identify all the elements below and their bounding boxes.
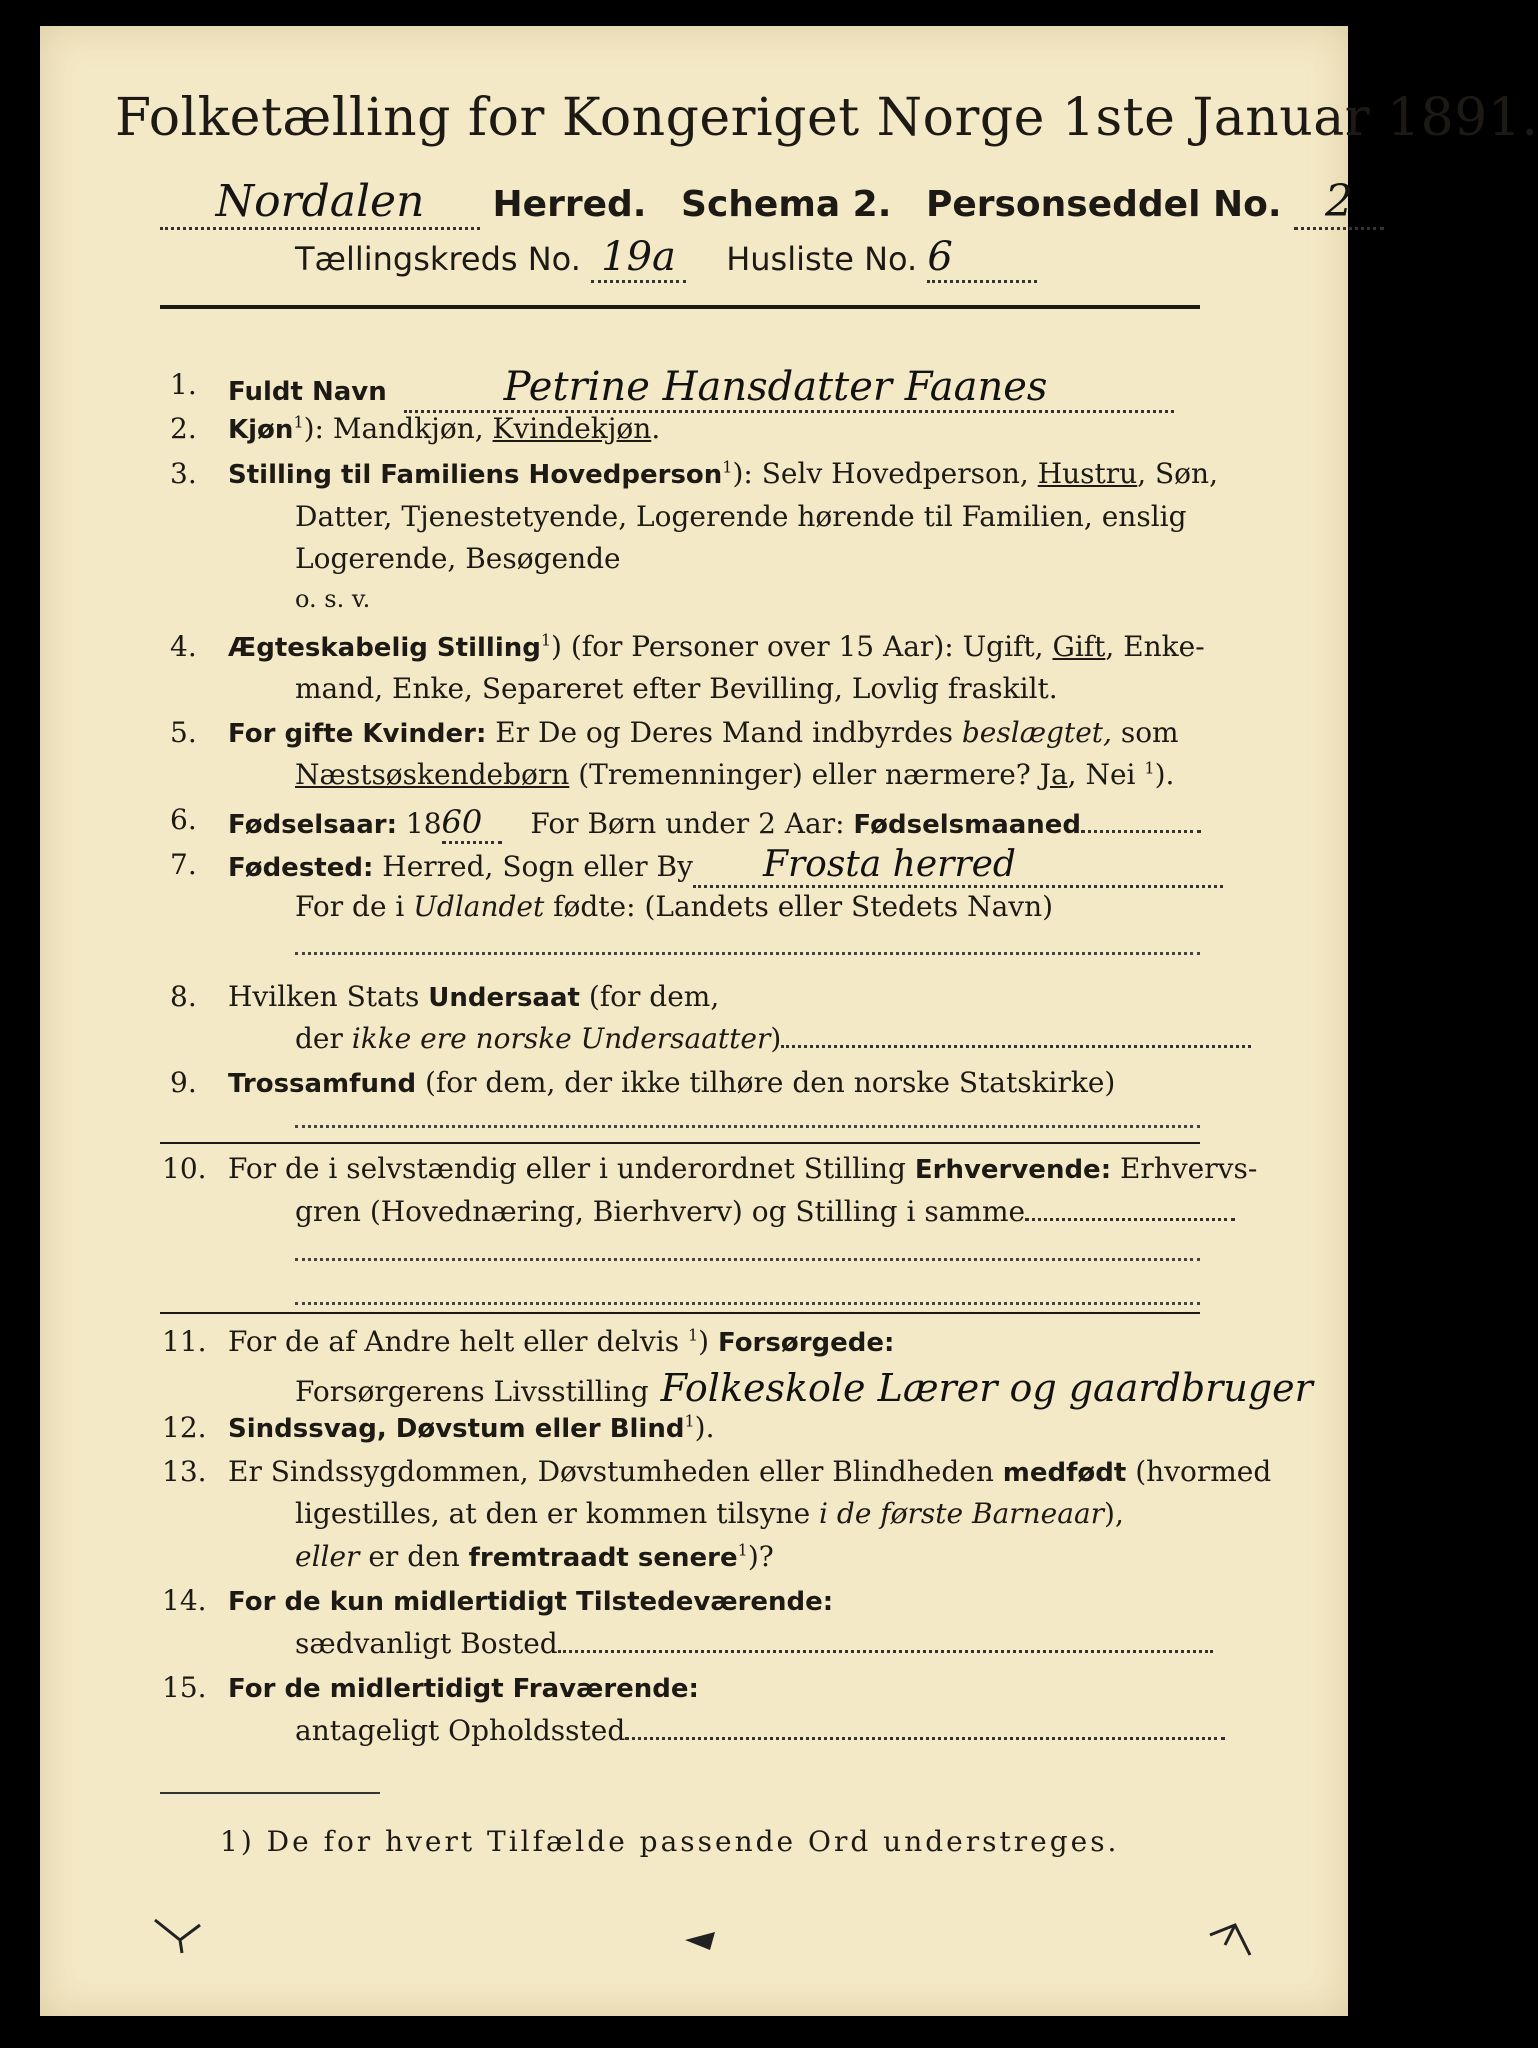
q11-number: 11. <box>162 1325 207 1358</box>
q4-label: Ægteskabelig Stilling <box>228 633 541 663</box>
q8-label: Undersaat <box>428 983 580 1013</box>
q15-label: For de midlertidigt Fraværende: <box>228 1674 699 1704</box>
herred-value: Nordalen <box>215 176 425 227</box>
q9-number: 9. <box>170 1066 197 1099</box>
q9-label: Trossamfund <box>228 1069 417 1099</box>
q11-row: For de af Andre helt eller delvis $^1$) Forsørgede: <box>228 1325 895 1358</box>
q6-year-value: 60 <box>441 803 483 841</box>
footnote <box>220 1825 1119 1858</box>
q14-label: For de kun midlertidigt Tilstedeværende: <box>228 1587 834 1617</box>
q10-line2-text: gren (Hovednæring, Bierhverv) og Stilling i samme <box>295 1195 1026 1228</box>
q13-line3-b: er den <box>359 1540 469 1573</box>
q3-row: Stilling til Familiens Hovedperson$^1$): Selv Hovedperson, Hustru, Søn, <box>228 457 1218 490</box>
q8-line2 <box>295 1022 1251 1055</box>
taellingskreds-label: Tællingskreds No. <box>295 240 581 278</box>
section-rule <box>160 1142 1200 1144</box>
footnote-rule <box>160 1792 380 1794</box>
q8-row <box>228 980 719 1013</box>
q7-label: Fødested: <box>228 853 374 883</box>
q1-label: Fuldt Navn <box>228 377 387 407</box>
q5-text-a: Er De og Deres Mand indbyrdes <box>486 716 962 749</box>
q3-text-a: ): Selv Hovedperson, <box>732 457 1038 490</box>
q14-number: 14. <box>162 1584 207 1617</box>
corner-mark-center-icon <box>680 1920 730 1960</box>
q5-line2-b: (Tremenninger) eller nærmere? <box>569 758 1040 791</box>
q13-text-b: (hvormed <box>1126 1455 1272 1488</box>
q2-row <box>228 412 660 445</box>
personseddel-label: Personseddel No. <box>925 184 1282 225</box>
q3-label: Stilling til Familiens Hovedperson <box>228 460 723 490</box>
q1-number: 1. <box>170 368 197 401</box>
q4-gift: Gift <box>1052 630 1106 663</box>
q8-line2-a: der <box>295 1022 352 1055</box>
header-rule <box>160 305 1200 309</box>
q12-row: Sindssvag, Døvstum eller Blind$^1$). <box>228 1411 715 1444</box>
q5-number: 5. <box>170 716 197 749</box>
q12-label2: Blind <box>609 1414 685 1444</box>
q2-text-a: ): Mandkjøn, <box>303 412 493 445</box>
footnote-text: De for hvert Tilfælde passende Ord understreges. <box>266 1825 1120 1858</box>
q13-line3-c: fremtraadt senere <box>468 1543 738 1573</box>
q12-end: ). <box>694 1411 715 1444</box>
q2-sup: 1 <box>293 412 304 432</box>
q6-row <box>228 803 1201 844</box>
taellingskreds-value: 19a <box>601 234 676 280</box>
header-herred-line <box>160 176 1384 230</box>
q10-blank-line-1 <box>295 1258 1200 1261</box>
q10-label: Erhvervende: <box>914 1155 1112 1185</box>
q10-row <box>228 1152 1257 1185</box>
q5-line2-d: , Nei <box>1067 758 1145 791</box>
q6-text: For Børn under 2 Aar: <box>521 807 854 840</box>
q10-blank-line-2 <box>295 1302 1200 1305</box>
q15-row <box>228 1671 699 1704</box>
q7-line2-c: fødte: (Landets eller Stedets Navn) <box>544 890 1054 923</box>
q9-row <box>228 1066 1115 1099</box>
q3-number: 3. <box>170 457 197 490</box>
q8-line2-b: ikke ere norske Undersaatter <box>351 1022 771 1055</box>
q7-birthplace-value: Frosta herred <box>762 844 1016 885</box>
q1-name-value: Petrine Hansdatter Faanes <box>503 364 1048 410</box>
form-title: Folketælling for Kongeriget Norge 1ste Januar 1891. <box>115 88 1538 148</box>
q5-ja: Ja <box>1039 758 1068 791</box>
q8-text-b: (for dem, <box>579 980 720 1013</box>
schema-label: Schema 2. <box>681 184 892 225</box>
q4-number: 4. <box>170 630 197 663</box>
q14-row <box>228 1584 833 1617</box>
q4-row: Ægteskabelig Stilling$^1$) (for Personer over 15 Aar): Ugift, Gift, Enke- <box>228 630 1205 663</box>
q6-label: Fødselsaar: <box>228 810 397 840</box>
q7-line2-a: For de i <box>295 890 414 923</box>
q7-number: 7. <box>170 848 197 881</box>
herred-label: Herred. <box>492 184 647 225</box>
q7-row <box>228 844 1223 888</box>
husliste-label: Husliste No. <box>726 240 918 278</box>
q12-text: eller <box>525 1414 610 1444</box>
corner-mark-right-icon <box>1205 1915 1265 1960</box>
q13-row <box>228 1455 1271 1488</box>
q6-prefix: 18 <box>397 807 442 840</box>
q1-row <box>228 364 1174 413</box>
q14-line2 <box>295 1627 1213 1660</box>
q13-line2-a: ligestilles, at den er kommen tilsyne <box>295 1497 820 1530</box>
q5-text-c: som <box>1111 716 1179 749</box>
q11-label: Forsørgede: <box>717 1328 895 1358</box>
q15-line2 <box>295 1714 1225 1747</box>
q11-line2 <box>295 1366 1313 1410</box>
q4-text-c: , Enke- <box>1105 630 1205 663</box>
q3-hustru: Hustru <box>1037 457 1138 490</box>
q7-udlandet: Udlandet <box>413 890 545 923</box>
q3-line2: Datter, Tjenestetyende, Logerende hørende til Familien, enslig <box>295 500 1187 533</box>
q12-number: 12. <box>162 1411 207 1444</box>
q10-line2 <box>295 1195 1235 1228</box>
q10-text-a: For de i selvstændig eller i underordnet Stilling <box>228 1152 915 1185</box>
q11-provider-value: Folkeskole Lærer og gaardbruger <box>660 1366 1313 1410</box>
q13-line3-d: )? <box>747 1540 774 1573</box>
q2-text-c: . <box>651 412 661 445</box>
q13-label: medfødt <box>1002 1458 1127 1488</box>
q2-number: 2. <box>170 412 197 445</box>
q7-text: Herred, Sogn eller By <box>373 850 693 883</box>
q6-label2: Fødselsmaaned <box>853 810 1082 840</box>
q15-number: 15. <box>162 1671 207 1704</box>
q4-line2: mand, Enke, Separeret efter Bevilling, Lovlig fraskilt. <box>295 672 1058 705</box>
q13-line2 <box>295 1497 1124 1530</box>
q13-number: 13. <box>162 1455 207 1488</box>
q3-line4: o. s. v. <box>295 585 371 613</box>
q10-text-b: Erhvervs- <box>1111 1152 1258 1185</box>
section-rule-2 <box>160 1312 1200 1314</box>
q14-line2-text: sædvanligt Bosted <box>295 1627 558 1660</box>
q5-label: For gifte Kvinder: <box>228 719 487 749</box>
q2-kvindekjon: Kvindekjøn <box>492 412 652 445</box>
q5-row <box>228 716 1179 749</box>
q4-text-a: ) (for Personer over 15 Aar): Ugift, <box>551 630 1053 663</box>
q13-line3: eller er den fremtraadt senere$^1$)? <box>295 1540 774 1573</box>
q13-text-a: Er Sindssygdommen, Døvstumheden eller Blindheden <box>228 1455 1003 1488</box>
q8-text-a: Hvilken Stats <box>228 980 429 1013</box>
q9-text: (for dem, der ikke tilhøre den norske Statskirke) <box>416 1066 1116 1099</box>
corner-mark-left-icon <box>150 1915 210 1955</box>
q5-beslaegtet: beslægtet, <box>961 716 1112 749</box>
husliste-value: 6 <box>927 234 953 280</box>
footnote-mark: 1) <box>220 1825 255 1858</box>
q5-line2: Næstsøskendebørn (Tremenninger) eller nærmere? Ja, Nei $^1$). <box>295 758 1175 791</box>
q11-line2-text: Forsørgerens Livsstilling <box>295 1375 649 1408</box>
q10-number: 10. <box>162 1152 207 1185</box>
q11-text: For de af Andre helt eller delvis <box>228 1325 688 1358</box>
q12-label: Sindssvag, Døvstum <box>228 1414 526 1444</box>
q13-line3-a: eller <box>295 1540 360 1573</box>
personseddel-value: 2 <box>1325 176 1354 227</box>
q13-line2-c: ), <box>1104 1497 1124 1530</box>
q7-line2 <box>295 890 1053 923</box>
q8-number: 8. <box>170 980 197 1013</box>
q2-label: Kjøn <box>228 415 294 445</box>
q7-blank-line <box>295 952 1200 955</box>
q3-text-c: , Søn, <box>1137 457 1218 490</box>
q15-line2-text: antageligt Opholdssted <box>295 1714 626 1747</box>
q13-line2-b: i de første Barneaar <box>819 1497 1105 1530</box>
header-taellingskreds-line <box>295 234 1037 283</box>
q8-line2-c: ) <box>770 1022 782 1055</box>
q3-line3: Logerende, Besøgende <box>295 542 621 575</box>
q5-naestsoskendebørn: Næstsøskendebørn <box>295 758 570 791</box>
q6-number: 6. <box>170 803 197 836</box>
q9-blank-line <box>295 1125 1200 1128</box>
